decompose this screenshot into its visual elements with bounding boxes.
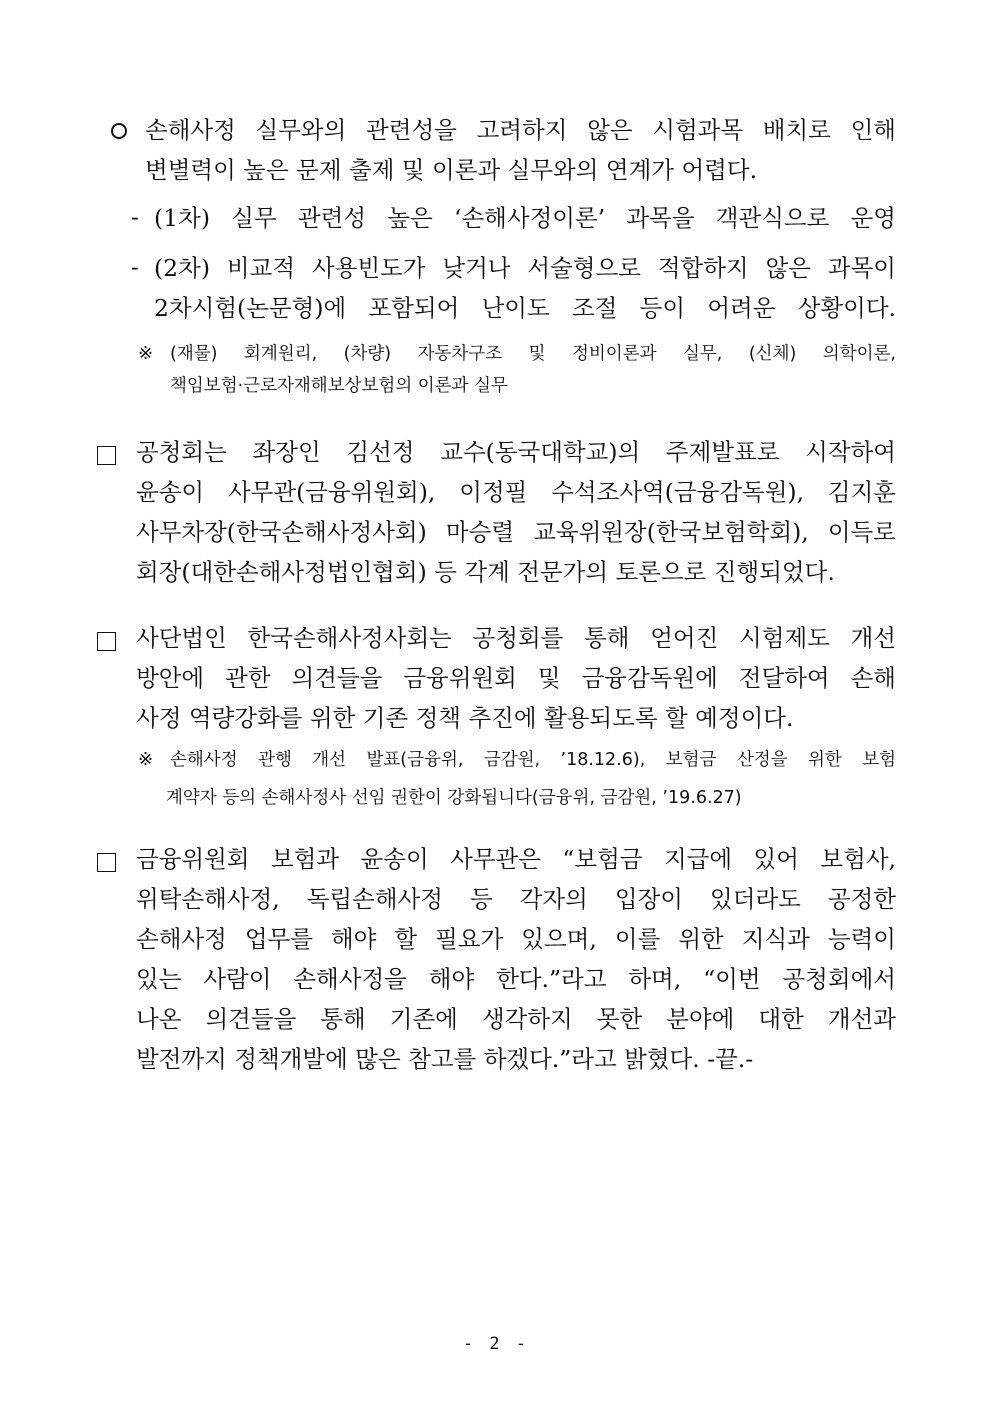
checkbox-square-icon (97, 446, 116, 465)
section4-line-5: 나온 의견들을 통해 기존에 생각하지 못한 분야에 대한 개선과 (136, 1005, 896, 1033)
dash-marker: - (131, 205, 139, 231)
reference-mark-icon: ※ (138, 749, 154, 770)
section3-note-line-1: 손해사정 관행 개선 발표(금융위, 금감원, ’18.12.6), 보험금 산정을 위한 보험 (170, 750, 896, 770)
section1-item2-line-1: (2차) 비교적 사용빈도가 낮거나 서술형으로 적합하지 않은 과목이 (154, 254, 896, 282)
section1-line-1: 손해사정 실무와의 관련성을 고려하지 않은 시험과목 배치로 인해 (145, 116, 896, 144)
section2-line-4: 회장(대한손해사정법인협회) 등 각계 전문가의 토론으로 진행되었다. (136, 558, 835, 586)
section4-line-2: 위탁손해사정, 독립손해사정 등 각자의 입장이 있더라도 공정한 (136, 885, 896, 913)
section4-line-6: 발전까지 정책개발에 많은 참고를 하겠다.”라고 밝혔다. -끝.- (136, 1045, 754, 1073)
section3-line-2: 방안에 관한 의견들을 금융위원회 및 금융감독원에 전달하여 손해 (136, 664, 896, 692)
checkbox-square-icon (97, 632, 116, 651)
section1-item1-line-1: (1차) 실무 관련성 높은 ‘손해사정이론’ 과목을 객관식으로 운영 (154, 204, 896, 232)
dash-marker: - (131, 255, 139, 281)
section4-line-1: 금융위원회 보험과 윤송이 사무관은 “보험금 지급에 있어 보험사, (136, 845, 896, 873)
section3-line-3: 사정 역량강화를 위한 기존 정책 추진에 활용되도록 할 예정이다. (136, 704, 794, 732)
reference-mark-icon: ※ (138, 343, 154, 364)
section1-note-line-1: (재물) 회계원리, (차량) 자동차구조 및 정비이론과 실무, (신체) 의학이론, (170, 344, 896, 364)
section2-line-1: 공청회는 좌장인 김선정 교수(동국대학교)의 주제발표로 시작하여 (136, 438, 896, 466)
section2-line-2: 윤송이 사무관(금융위원회), 이정필 수석조사역(금융감독원), 김지훈 (136, 478, 896, 506)
section3-line-1: 사단법인 한국손해사정사회는 공청회를 통해 얻어진 시험제도 개선 (136, 624, 896, 652)
page-number: - 2 - (462, 1334, 530, 1354)
section1-item2-line-2: 2차시험(논문형)에 포함되어 난이도 조절 등이 어려운 상황이다. (154, 294, 896, 322)
section4-line-3: 손해사정 업무를 해야 할 필요가 있으며, 이를 위한 지식과 능력이 (136, 925, 896, 953)
section4-line-4: 있는 사람이 손해사정을 해야 한다.”라고 하며, “이번 공청회에서 (136, 965, 896, 993)
section1-note-line-2: 책임보험·근로자재해보상보험의 이론과 실무 (170, 376, 508, 396)
section3-note-line-2: 계약자 등의 손해사정사 선임 권한이 강화됩니다(금융위, 금감원, ’19.6.27) (166, 788, 742, 808)
checkbox-square-icon (97, 853, 116, 872)
circle-bullet-icon (111, 123, 127, 139)
section1-line-2: 변별력이 높은 문제 출제 및 이론과 실무와의 연계가 어렵다. (145, 156, 758, 184)
section2-line-3: 사무차장(한국손해사정사회) 마승렬 교육위원장(한국보험학회), 이득로 (136, 518, 896, 546)
